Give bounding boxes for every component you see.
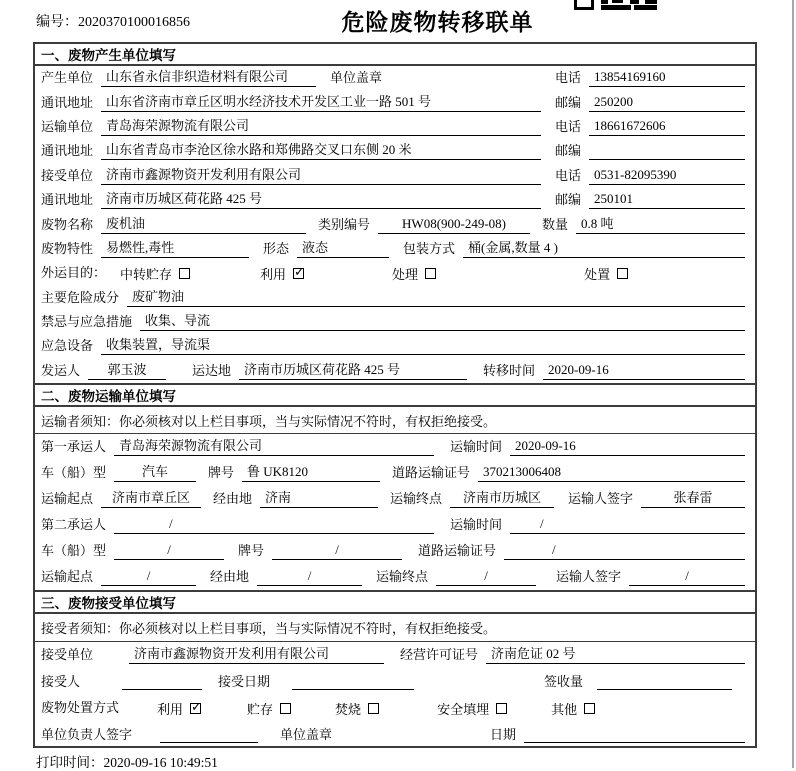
producer-address-value: 山东省济南市章丘区明水经济技术开发区工业一路 501 号: [101, 94, 541, 112]
disposal-option-storage: [247, 699, 291, 718]
waste-name-value: 废机油: [101, 216, 306, 234]
section1-header: 一、废物产生单位填写: [35, 44, 755, 66]
option-label: 贮存: [247, 701, 274, 717]
end2-value: /: [436, 568, 536, 586]
vehicle-label: 车（船）型: [41, 543, 107, 558]
accept-date-value: [292, 673, 414, 690]
carrier1-value: 青岛海荣源物流有限公司: [114, 438, 434, 456]
waste-name-label: 废物名称: [41, 216, 94, 232]
business-license-value: 济南危证 02 号: [486, 646, 745, 664]
qr-code-icon: [574, 0, 658, 11]
transfer-form-table: [33, 42, 757, 748]
unit-seal-label: 单位盖章: [330, 70, 383, 86]
road-license1-value: 370213006408: [478, 464, 745, 482]
unit-seal-label: 单位盖章: [280, 726, 333, 742]
transporter-zip-value: [589, 143, 745, 160]
taboo-label: 禁忌与应急措施: [41, 314, 133, 330]
row-waste-name: [35, 212, 755, 236]
phone-label: 电话: [555, 70, 582, 86]
origin-label: 运输起点: [41, 569, 94, 584]
page-title: 危险废物转移联单: [341, 10, 534, 35]
amount-value: [597, 673, 732, 690]
accepter-label: 接受人: [41, 673, 81, 689]
row-carrier2: [35, 512, 755, 538]
origin2-value: /: [101, 568, 196, 586]
row-disposal: [35, 695, 755, 722]
row-waste-character: [35, 237, 755, 261]
row-route1: [35, 486, 755, 512]
disposal-option-utilize: [157, 699, 201, 718]
row-producer-address: [35, 90, 755, 114]
end1-value: 济南市历城区: [450, 490, 554, 508]
checkbox-icon: [425, 268, 436, 279]
purpose-option-transfer-storage: [120, 264, 190, 283]
plate2-value: /: [272, 542, 402, 560]
zip-label: 邮编: [555, 192, 582, 208]
category-label: 类别编号: [318, 216, 371, 232]
disposal-option-incinerate: [335, 699, 379, 718]
equipment-label: 应急设备: [41, 338, 94, 354]
quantity-label: 数量: [542, 216, 569, 232]
producer-value: 山东省永信非织造材料有限公司: [101, 69, 316, 87]
plate-label: 牌号: [208, 465, 235, 480]
plate1-value: 鲁 UK8120: [242, 464, 380, 482]
checkbox-icon: [584, 703, 595, 714]
producer-label: 产生单位: [41, 70, 94, 86]
row-responsible-sign: [35, 722, 755, 749]
business-license-label: 经营许可证号: [400, 647, 479, 663]
disposal-label: 废物处置方式: [41, 700, 120, 716]
transporter-address-value: 山东省青岛市李沧区徐水路和郑佛路交叉口东侧 20 米: [101, 142, 541, 160]
section2-header: 二、废物运输单位填写: [35, 383, 755, 407]
packing-label: 包装方式: [403, 240, 456, 256]
vehicle-label: 车（船）型: [41, 465, 107, 480]
window-edge-line: [792, 0, 794, 768]
option-label: 利用: [260, 266, 287, 282]
accept-unit-label: 接受单位: [41, 647, 94, 663]
option-label: 处理: [392, 266, 419, 282]
shipper-value: 郭玉波: [88, 362, 166, 380]
via-label: 经由地: [210, 569, 250, 584]
row-route2: [35, 564, 755, 590]
transporter-sign-label: 运输人签字: [568, 491, 634, 506]
serial-label: 编号：: [36, 15, 78, 30]
form-value: 液态: [297, 240, 389, 258]
purpose-option-utilize: [260, 264, 304, 283]
date-value: [524, 726, 745, 743]
address-label: 通讯地址: [41, 143, 94, 159]
checkbox-icon: [280, 703, 291, 714]
transporter-sign-label: 运输人签字: [556, 569, 622, 584]
section3-notice: 接受者须知：你必须核对以上栏目事项，当与实际情况不符时，有权拒绝接受。: [35, 614, 755, 642]
transport-time1-value: 2020-09-16: [510, 438, 745, 456]
option-label: 中转贮存: [120, 266, 173, 282]
receiver-phone-value: 0531-82095390: [589, 167, 745, 185]
receiver-value: 济南市鑫源物资开发利用有限公司: [101, 167, 541, 185]
category-value: HW08(900-249-08): [378, 216, 530, 234]
equipment-value: 收集装置，导流渠: [101, 337, 745, 355]
producer-phone-value: 13854169160: [589, 69, 745, 87]
checkbox-icon: [179, 268, 190, 279]
row-shipper: [35, 359, 755, 383]
vehicle2-value: /: [114, 542, 224, 560]
receiver-label: 接受单位: [41, 167, 94, 183]
via1-value: 济南: [260, 490, 378, 508]
form-label: 形态: [263, 240, 290, 256]
row-accepter: [35, 669, 755, 696]
quantity-value: 0.8 吨: [576, 216, 745, 234]
transporter-phone-value: 18661672606: [589, 118, 745, 136]
vehicle1-value: 汽车: [114, 464, 196, 482]
transporter-value: 青岛海荣源物流有限公司: [101, 118, 541, 136]
destination-value: 济南市历城区荷花路 425 号: [239, 362, 467, 380]
print-time-line: [36, 751, 218, 771]
transport-time2-value: /: [510, 516, 745, 534]
origin-label: 运输起点: [41, 491, 94, 506]
row-transporter: [35, 115, 755, 139]
row-hazard: [35, 286, 755, 310]
receiver-zip-value: 250101: [589, 191, 745, 209]
disposal-option-other: [551, 699, 595, 718]
hazard-value: 废矿物油: [127, 289, 745, 307]
transporter-sign2-value: /: [629, 568, 745, 586]
carrier1-label: 第一承运人: [41, 439, 107, 454]
zip-label: 邮编: [555, 94, 582, 110]
taboo-value: 收集、导流: [140, 313, 745, 331]
option-label: 焚烧: [335, 701, 362, 717]
transfer-time-label: 转移时间: [483, 362, 536, 378]
option-label: 处置: [584, 266, 611, 282]
shipper-label: 发运人: [41, 362, 81, 378]
section1-fields: [35, 66, 755, 383]
transport-time-label: 运输时间: [450, 439, 503, 454]
row-receiver-address: [35, 188, 755, 212]
carrier2-label: 第二承运人: [41, 517, 107, 532]
destination-label: 运达地: [192, 362, 232, 378]
transport-time-label: 运输时间: [450, 517, 503, 532]
section3-fields: [35, 642, 755, 748]
address-label: 通讯地址: [41, 192, 94, 208]
section2-fields: [35, 434, 755, 590]
producer-zip-value: 250200: [589, 94, 745, 112]
via2-value: /: [257, 568, 362, 586]
origin1-value: 济南市章丘区: [101, 490, 201, 508]
road-license2-value: /: [504, 542, 745, 560]
road-license-label: 道路运输证号: [418, 543, 497, 558]
responsible-sign-label: 单位负责人签字: [41, 726, 133, 742]
zip-label: 邮编: [555, 143, 582, 159]
plate-label: 牌号: [238, 543, 265, 558]
section3-header: 三、废物接受单位填写: [35, 590, 755, 614]
end-label: 运输终点: [376, 569, 429, 584]
end-label: 运输终点: [390, 491, 443, 506]
checkbox-icon: [190, 703, 201, 714]
row-vehicle2: [35, 538, 755, 564]
disposal-option-landfill: [437, 699, 507, 718]
serial-value: 2020370100016856: [78, 15, 190, 30]
accept-unit-value: 济南市鑫源物资开发利用有限公司: [129, 646, 384, 664]
row-equipment: [35, 334, 755, 358]
road-license-label: 道路运输证号: [392, 465, 471, 480]
accept-date-label: 接受日期: [218, 673, 271, 689]
transporter-sign1-value: 张春雷: [641, 490, 745, 508]
row-producer: [35, 66, 755, 90]
phone-label: 电话: [555, 118, 582, 134]
row-transporter-address: [35, 139, 755, 163]
section2-notice: 运输者须知：你必须核对以上栏目事项，当与实际情况不符时，有权拒绝接受。: [35, 407, 755, 434]
row-vehicle1: [35, 460, 755, 486]
packing-value: 桶(金属,数量 4 ): [463, 240, 745, 258]
row-purpose: [35, 261, 755, 285]
character-label: 废物特性: [41, 240, 94, 256]
option-label: 安全填埋: [437, 701, 490, 717]
via-label: 经由地: [213, 491, 253, 506]
option-label: 利用: [157, 701, 184, 717]
row-receiver: [35, 164, 755, 188]
checkbox-icon: [293, 268, 304, 279]
option-label: 其他: [551, 701, 578, 717]
checkbox-icon: [617, 268, 628, 279]
purpose-label: 外运目的：: [41, 265, 107, 281]
address-label: 通讯地址: [41, 94, 94, 110]
row-taboo: [35, 310, 755, 334]
hazard-label: 主要危险成分: [41, 289, 120, 305]
date-label: 日期: [490, 726, 517, 742]
purpose-option-dispose: [584, 264, 628, 283]
print-time-value: 2020-09-16 10:49:51: [103, 755, 218, 770]
row-carrier1: [35, 434, 755, 460]
checkbox-icon: [496, 703, 507, 714]
carrier2-value: /: [114, 516, 434, 534]
row-accept-unit: [35, 642, 755, 669]
print-time-label: 打印时间：: [36, 755, 104, 770]
responsible-sign-value: [160, 726, 258, 743]
checkbox-icon: [368, 703, 379, 714]
receiver-address-value: 济南市历城区荷花路 425 号: [101, 191, 541, 209]
accepter-value: [122, 673, 202, 690]
character-value: 易燃性,毒性: [101, 240, 249, 258]
amount-label: 签收量: [544, 673, 584, 689]
phone-label: 电话: [555, 167, 582, 183]
purpose-option-treat: [392, 264, 436, 283]
transfer-time-value: 2020-09-16: [543, 362, 745, 380]
transporter-label: 运输单位: [41, 118, 94, 134]
